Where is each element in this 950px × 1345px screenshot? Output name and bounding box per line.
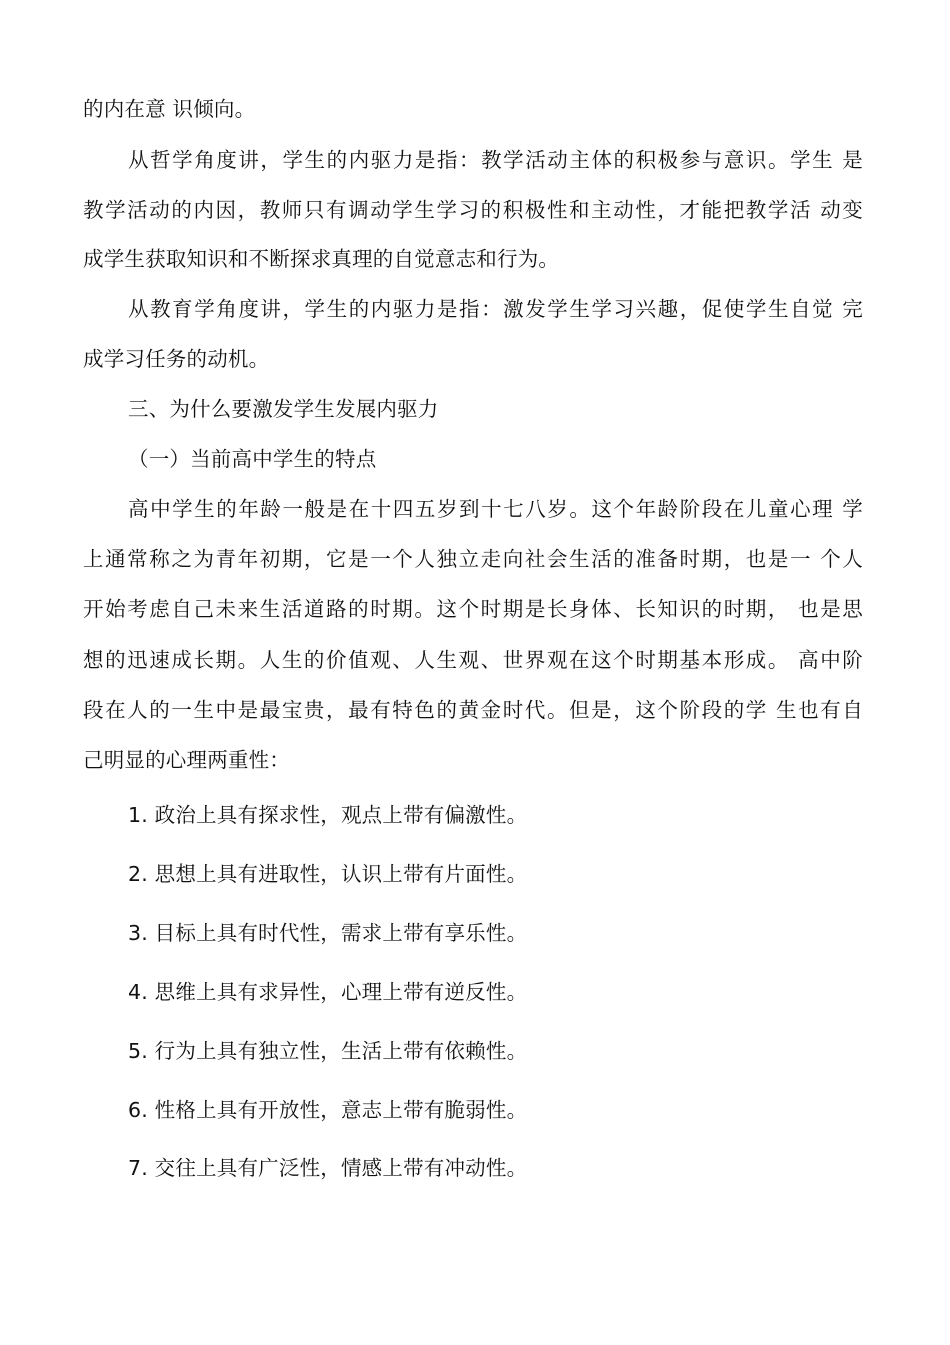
paragraph-line: 成学生获取知识和不断探求真理的自觉意志和行为。 [83, 247, 560, 271]
paragraph-line: 己明显的心理两重性： [83, 748, 290, 772]
paragraph-line: 从哲学角度讲，学生的内驱力是指：教学活动主体的积极参与意识。学生 是 [128, 148, 863, 172]
list-item: 4. 思维上具有求异性，心理上带有逆反性。 [128, 980, 528, 1004]
list-item: 7. 交往上具有广泛性，情感上带有冲动性。 [128, 1156, 528, 1180]
section-heading: 三、为什么要激发学生发展内驱力 [128, 397, 439, 421]
paragraph-line: 从教育学角度讲，学生的内驱力是指：激发学生学习兴趣，促使学生自觉 完 [128, 297, 863, 321]
list-item: 2. 思想上具有进取性，认识上带有片面性。 [128, 862, 528, 886]
paragraph-line: 上通常称之为青年初期，它是一个人独立走向社会生活的准备时期，也是一 个人 [83, 547, 863, 571]
list-item: 1. 政治上具有探求性，观点上带有偏激性。 [128, 803, 528, 827]
paragraph-line: 的内在意 识倾向。 [83, 97, 256, 121]
list-item: 3. 目标上具有时代性，需求上带有享乐性。 [128, 921, 528, 945]
subsection-heading: （一）当前高中学生的特点 [128, 447, 377, 471]
paragraph-line: 成学习任务的动机。 [83, 347, 270, 371]
paragraph-line: 段在人的一生中是最宝贵，最有特色的黄金时代。但是，这个阶段的学 生也有自 [83, 698, 863, 722]
list-item: 6. 性格上具有开放性，意志上带有脆弱性。 [128, 1098, 528, 1122]
paragraph-line: 教学活动的内因，教师只有调动学生学习的积极性和主动性，才能把教学活 动变 [83, 198, 863, 222]
paragraph-line: 开始考虑自己未来生活道路的时期。这个时期是长身体、长知识的时期， 也是思 [83, 597, 863, 621]
list-item: 5. 行为上具有独立性，生活上带有依赖性。 [128, 1039, 528, 1063]
paragraph-line: 想的迅速成长期。人生的价值观、人生观、世界观在这个时期基本形成。 高中阶 [83, 648, 863, 672]
paragraph-line: 高中学生的年龄一般是在十四五岁到十七八岁。这个年龄阶段在儿童心理 学 [128, 497, 863, 521]
